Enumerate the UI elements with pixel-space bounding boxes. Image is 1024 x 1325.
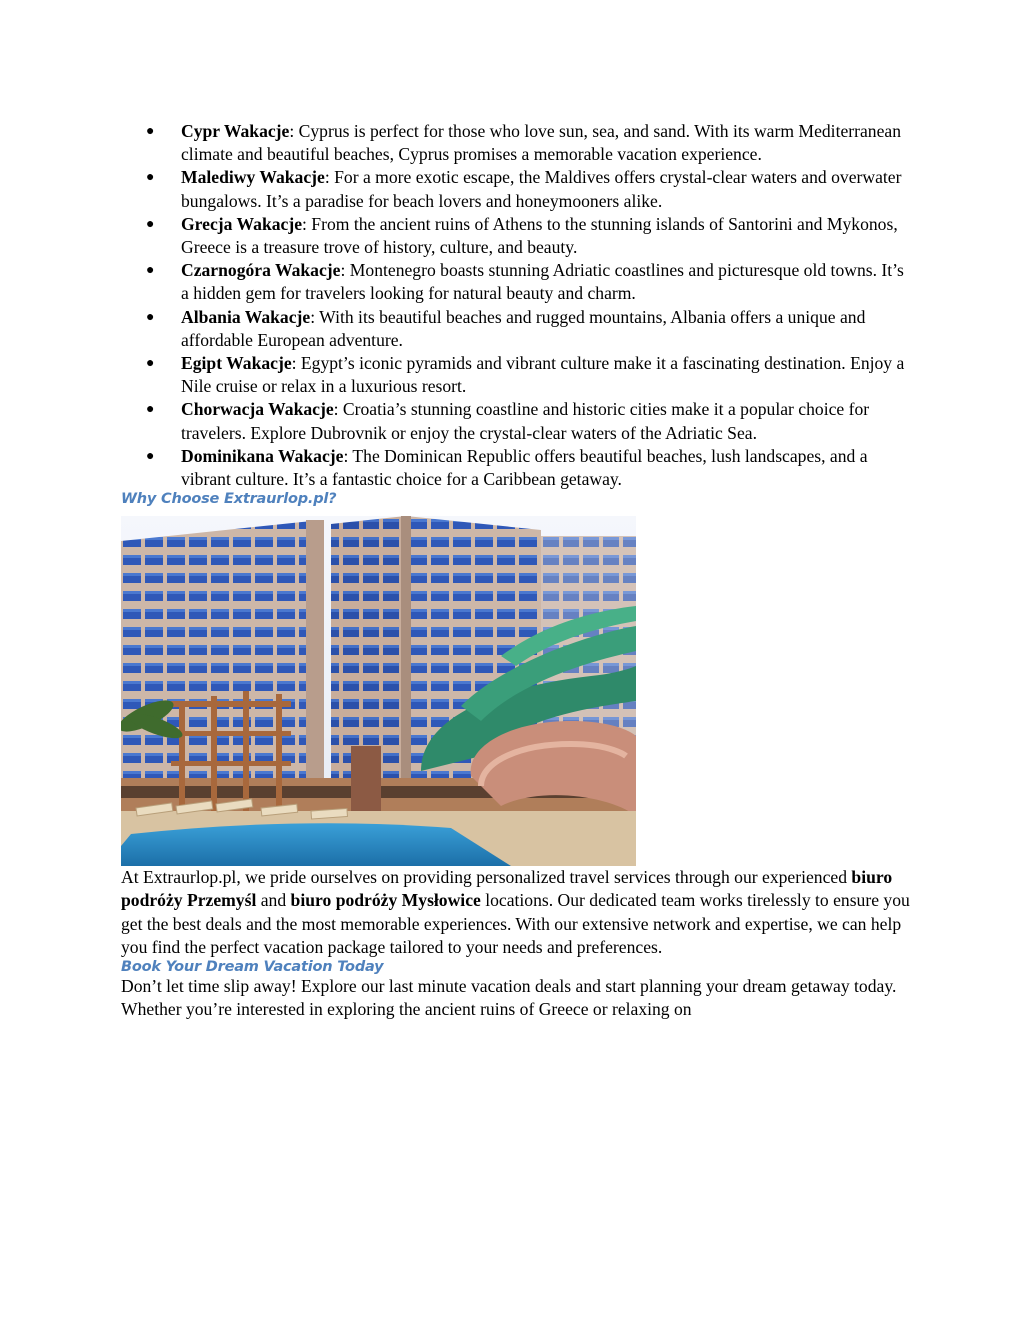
destination-text: : Egypt’s iconic pyramids and vibrant culture make it a fascinating destination. Enjoy a Nile cruise or relax in a luxurious resort.: [181, 353, 905, 397]
bullet-icon: ●: [146, 170, 155, 186]
bullet-icon: ●: [146, 124, 155, 139]
bullet-icon: ●: [146, 263, 155, 279]
destination-text: : Croatia’s stunning coastline and historic cities make it a popular choice for travelers. Explore Dubrovnik or enjoy the crystal-clear waters of the Adriatic Sea.: [181, 399, 870, 443]
section-heading-book: Book Your Dream Vacation Today: [121, 959, 384, 976]
keyword-myslowice: biuro podróży Mysłowice: [290, 890, 481, 911]
list-item: [121, 120, 911, 166]
paragraph-about: [121, 866, 911, 959]
list-item: [121, 213, 911, 259]
destination-name: Cypr Wakacje: [181, 121, 290, 141]
list-item: [121, 398, 911, 444]
list-item: [121, 445, 911, 491]
paragraph-book: Don’t let time slip away! Explore our last minute vacation deals and start planning your dream getaway today. Whether you’re interested in exploring the ancient ruins of Greece or relaxing on: [121, 976, 897, 1020]
list-item: [121, 166, 911, 212]
destination-text: : Cyprus is perfect for those who love sun, sea, and sand. With its warm Mediterranean climate and beautiful beaches, Cyprus promises a memorable vacation experience.: [181, 121, 902, 165]
list-item: [121, 352, 911, 398]
destination-name: Grecja Wakacje: [181, 213, 303, 234]
destination-text: : With its beautiful beaches and rugged mountains, Albania offers a unique and affordable European adventure.: [181, 306, 866, 350]
destination-name: Egipt Wakacje: [181, 353, 292, 374]
list-item: [121, 259, 911, 305]
destination-text: : The Dominican Republic offers beautiful beaches, lush landscapes, and a vibrant culture. It’s a fantastic choice for a Caribbean getaway.: [181, 445, 868, 490]
destination-name: Dominikana Wakacje: [181, 445, 344, 466]
bullet-icon: ●: [146, 309, 155, 325]
destination-name: Chorwacja Wakacje: [181, 399, 334, 420]
paragraph-text: At Extraurlop.pl, we pride ourselves on providing personalized travel services through our experienced: [121, 867, 852, 888]
keyword-przemysl: biuro podróży Przemyśl: [121, 867, 893, 911]
destination-text: : For a more exotic escape, the Maldives offers crystal-clear waters and overwater bungalows. It’s a paradise for beach lovers and honeymooners alike.: [181, 167, 902, 211]
destination-text: : Montenegro boasts stunning Adriatic coastlines and picturesque old towns. It’s a hidden gem for travelers looking for natural beauty and charm.: [181, 260, 904, 304]
paragraph-text: and: [256, 890, 291, 911]
section-heading-why-choose: Why Choose Extraurlop.pl?: [121, 491, 337, 508]
destination-name: Albania Wakacje: [181, 306, 311, 327]
bullet-icon: ●: [146, 216, 155, 232]
paragraph-text: locations. Our dedicated team works tirelessly to ensure you get the best deals and the most memorable experiences. With our extensive network and expertise, we can help you find the perfect vacation package tailored to your needs and preferences.: [121, 890, 910, 957]
bullet-icon: ●: [146, 448, 155, 464]
document-content: [121, 120, 911, 1021]
destination-text: : From the ancient ruins of Athens to the stunning islands of Santorini and Mykonos, Greece is a treasure trove of history, culture, and beauty.: [181, 213, 898, 258]
hotel-photo: [121, 516, 636, 866]
destination-list: [121, 120, 911, 491]
bullet-icon: ●: [146, 402, 155, 418]
destination-name: Czarnogóra Wakacje: [181, 260, 341, 281]
list-item: [121, 306, 911, 352]
destination-name: Malediwy Wakacje: [181, 167, 325, 188]
bullet-icon: ●: [146, 356, 155, 372]
